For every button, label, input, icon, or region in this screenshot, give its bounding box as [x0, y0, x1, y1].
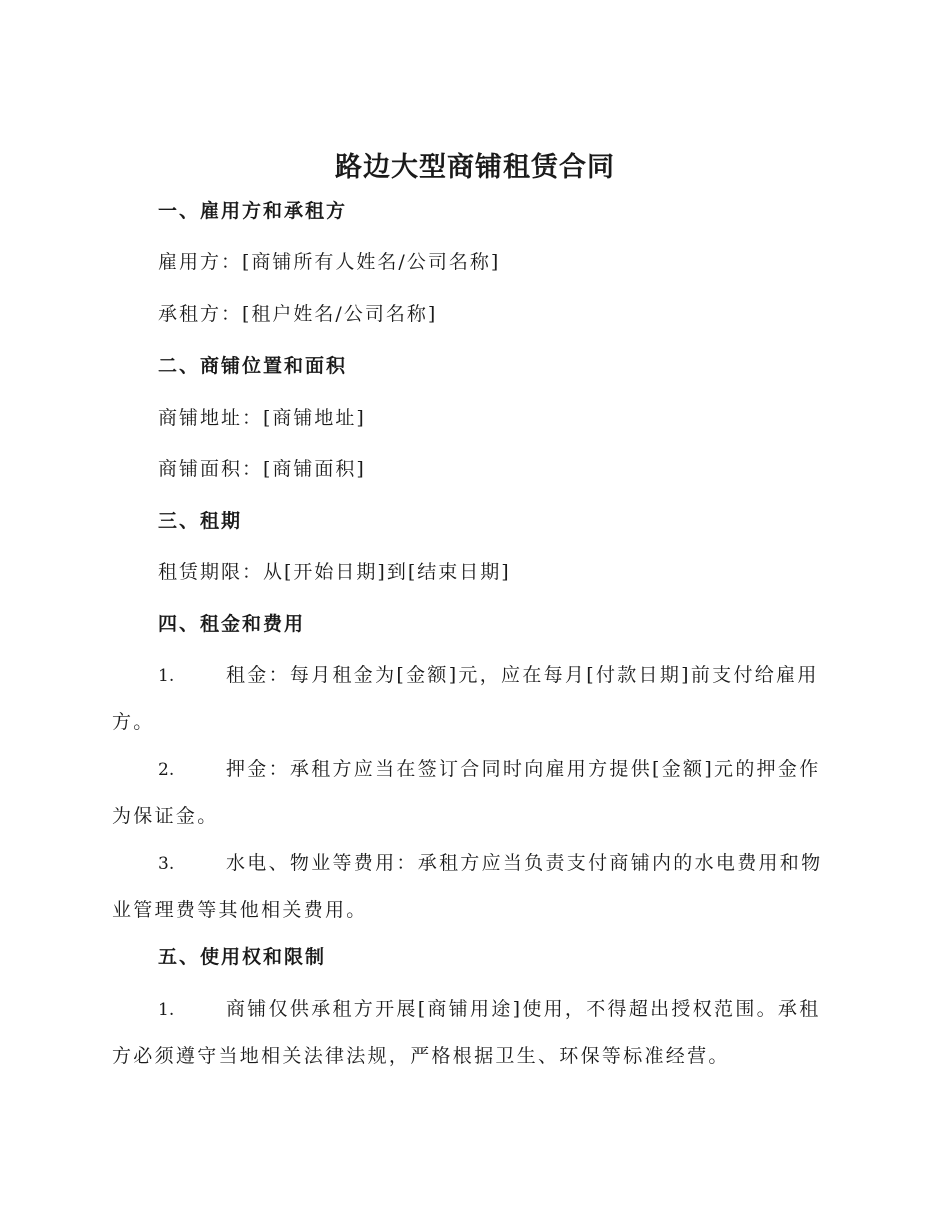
clause-text: 租金：每月租金为[金额]元，应在每月[付款日期]前支付给雇用方。	[112, 664, 819, 733]
clause-text: 水电、物业等费用：承租方应当负责支付商铺内的水电费用和物业管理费等其他相关费用。	[112, 852, 823, 921]
clause-number: 1.	[158, 666, 175, 686]
deposit-clause	[112, 746, 832, 839]
clause-text: 商铺仅供承租方开展[商铺用途]使用，不得超出授权范围。承租方必须遵守当地相关法律法规，严格根据卫生、环保等标准经营。	[112, 998, 821, 1067]
landlord-line: 雇用方：[商铺所有人姓名/公司名称]	[158, 251, 501, 273]
section-heading-term: 三、租期	[158, 510, 243, 532]
shop-area-line: 商铺面积：[商铺面积]	[158, 458, 366, 480]
section-heading-usage: 五、使用权和限制	[158, 946, 327, 968]
lease-term-line: 租赁期限：从[开始日期]到[结束日期]	[158, 561, 511, 583]
section-heading-parties: 一、雇用方和承租方	[158, 200, 348, 222]
utilities-clause	[112, 840, 832, 933]
usage-clause	[112, 986, 832, 1079]
shop-address-line: 商铺地址：[商铺地址]	[158, 407, 366, 429]
section-heading-location: 二、商铺位置和面积	[158, 355, 348, 377]
tenant-line: 承租方：[租户姓名/公司名称]	[158, 303, 438, 325]
clause-number: 2.	[158, 760, 175, 780]
section-heading-rent: 四、租金和费用	[158, 613, 306, 635]
document-title: 路边大型商铺租赁合同	[335, 152, 615, 183]
clause-number: 3.	[158, 854, 175, 874]
rent-clause	[112, 652, 832, 745]
clause-text: 押金：承租方应当在签订合同时向雇用方提供[金额]元的押金作为保证金。	[112, 758, 821, 827]
clause-number: 1.	[158, 1000, 175, 1020]
